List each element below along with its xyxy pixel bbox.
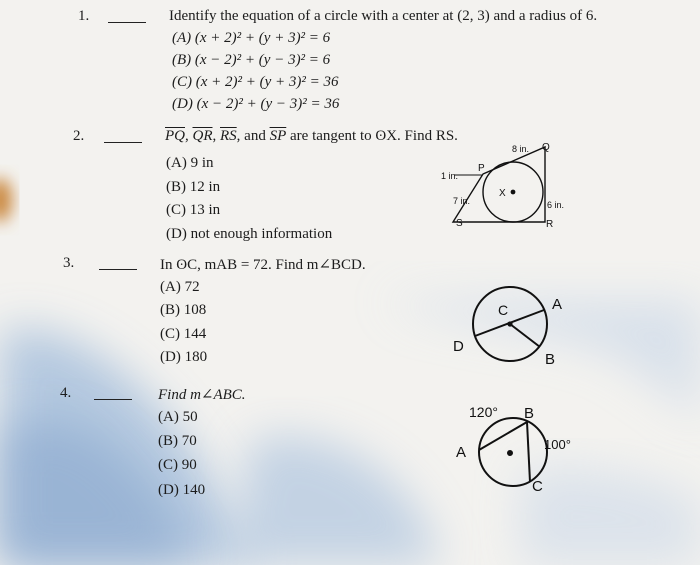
- circle: [479, 418, 547, 486]
- label-7in: 7 in.: [453, 196, 471, 206]
- question-number: 1.: [78, 8, 90, 24]
- option-c[interactable]: (C) 90: [158, 457, 197, 473]
- label-s: S: [456, 218, 463, 229]
- quadrilateral-tangent-figure: [440, 138, 580, 233]
- question-stem: $\overline{PQ}$, $\overline{QR}$, $\overline{RS}$, and $\overline{SP}$ are tangent to ʘX. Find RS.: [165, 128, 458, 144]
- segment-qr: $\overline{QR}$: [192, 128, 213, 144]
- label-120-deg: 120°: [469, 404, 498, 420]
- option-d[interactable]: (D) 180: [160, 349, 208, 365]
- option-b[interactable]: (B) 12 in: [166, 179, 221, 195]
- chord-ab: [479, 422, 527, 450]
- label-d: D: [453, 338, 464, 355]
- answer-blank[interactable]: [94, 399, 132, 400]
- question-stem: Find m∠ABC.: [158, 387, 246, 403]
- option-d[interactable]: (D) 140: [158, 482, 206, 498]
- center-point: [511, 190, 516, 195]
- option-c[interactable]: (C) (x + 2)² + (y + 3)² = 36: [172, 74, 339, 90]
- question-stem: Identify the equation of a circle with a center at (2, 3) and a radius of 6.: [169, 8, 598, 24]
- label-x: X: [499, 188, 506, 199]
- question-stem: In ʘC, mAB = 72. Find m∠BCD.: [160, 257, 366, 273]
- label-q: Q: [542, 142, 550, 153]
- option-a[interactable]: (A) (x + 2)² + (y + 3)² = 6: [172, 30, 331, 46]
- question-number: 4.: [60, 385, 72, 401]
- option-c[interactable]: (C) 144: [160, 326, 207, 342]
- question-number: 2.: [73, 128, 85, 144]
- label-c: C: [532, 478, 543, 495]
- label-a: A: [552, 296, 563, 313]
- center-point: [507, 321, 512, 326]
- segment-rs: $\overline{RS}$: [220, 128, 237, 144]
- option-a[interactable]: (A) 9 in: [166, 155, 214, 171]
- answer-blank[interactable]: [104, 142, 142, 143]
- inscribed-angle-figure: [440, 400, 590, 495]
- quadrilateral: [453, 147, 545, 222]
- center-point: [507, 450, 513, 456]
- label-8in: 8 in.: [512, 144, 530, 154]
- option-a[interactable]: (A) 50: [158, 409, 198, 425]
- option-d[interactable]: (D) (x − 2)² + (y − 3)² = 36: [172, 96, 340, 112]
- option-a[interactable]: (A) 72: [160, 279, 200, 295]
- label-1in: 1 in.: [441, 171, 459, 181]
- label-6in: 6 in.: [547, 200, 565, 210]
- answer-blank[interactable]: [99, 269, 137, 270]
- label-c: C: [498, 302, 509, 318]
- option-b[interactable]: (B) 108: [160, 302, 207, 318]
- radius-cb: [510, 324, 540, 347]
- option-b[interactable]: (B) 70: [158, 433, 197, 449]
- answer-blank[interactable]: [108, 22, 146, 23]
- label-100-deg: 100°: [544, 437, 571, 452]
- chord-bc: [527, 422, 530, 482]
- option-c[interactable]: (C) 13 in: [166, 202, 221, 218]
- label-a: A: [456, 444, 467, 461]
- segment-pq: $\overline{PQ}$: [165, 128, 185, 144]
- label-b: B: [545, 351, 556, 368]
- label-p: P: [478, 163, 485, 174]
- circle-c-figure: [440, 285, 580, 367]
- question-number: 3.: [63, 255, 75, 271]
- label-r: R: [546, 219, 554, 230]
- option-b[interactable]: (B) (x − 2)² + (y − 3)² = 6: [172, 52, 331, 68]
- segment-sp: $\overline{SP}$: [269, 128, 287, 144]
- label-b: B: [524, 405, 535, 422]
- option-d[interactable]: (D) not enough information: [166, 226, 333, 242]
